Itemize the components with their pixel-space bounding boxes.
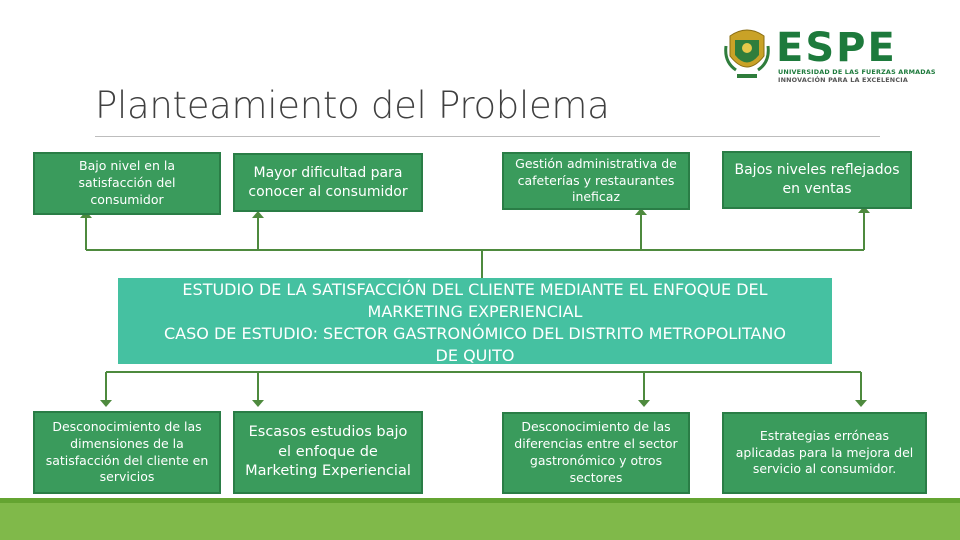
footer-accent-bar bbox=[0, 498, 960, 540]
cause-box-2: Escasos estudios bajo el enfoque de Marketing Experiencial bbox=[233, 411, 423, 494]
arrow-down-2 bbox=[252, 400, 264, 407]
effect-box-3: Gestión administrativa de cafeterías y restaurantes ineficaz bbox=[502, 152, 690, 210]
arrow-up-2 bbox=[252, 211, 264, 218]
cause-box-3: Desconocimiento de las diferencias entre el sector gastronómico y otros sectores bbox=[502, 412, 690, 494]
central-problem-line-4: DE QUITO bbox=[435, 346, 515, 365]
cause-box-1: Desconocimiento de las dimensiones de la satisfacción del cliente en servicios bbox=[33, 411, 221, 494]
logo-wordmark: ESPE bbox=[776, 25, 897, 71]
arrow-down-4 bbox=[855, 400, 867, 407]
logo-subtitle: UNIVERSIDAD DE LAS FUERZAS ARMADAS bbox=[778, 68, 936, 76]
central-problem-line-1: ESTUDIO DE LA SATISFACCIÓN DEL CLIENTE MEDIANTE EL ENFOQUE DEL bbox=[182, 280, 768, 299]
central-problem-line-3: CASO DE ESTUDIO: SECTOR GASTRONÓMICO DEL DISTRITO METROPOLITANO bbox=[164, 324, 786, 343]
central-problem-box bbox=[118, 278, 832, 364]
arrow-down-3 bbox=[638, 400, 650, 407]
effect-box-2: Mayor dificultad para conocer al consumidor bbox=[233, 153, 423, 212]
page-title: Planteamiento del Problema bbox=[95, 84, 610, 127]
cause-box-4: Estrategias erróneas aplicadas para la mejora del servicio al consumidor. bbox=[722, 412, 927, 494]
central-problem-line-2: MARKETING EXPERIENCIAL bbox=[367, 302, 583, 321]
footer-accent-stripe bbox=[0, 498, 960, 503]
arrow-down-1 bbox=[100, 400, 112, 407]
effect-box-1: Bajo nivel en la satisfacción del consumidor bbox=[33, 152, 221, 215]
effect-box-4: Bajos niveles reflejados en ventas bbox=[722, 151, 912, 209]
logo-tagline: INNOVACIÓN PARA LA EXCELENCIA bbox=[778, 76, 908, 84]
